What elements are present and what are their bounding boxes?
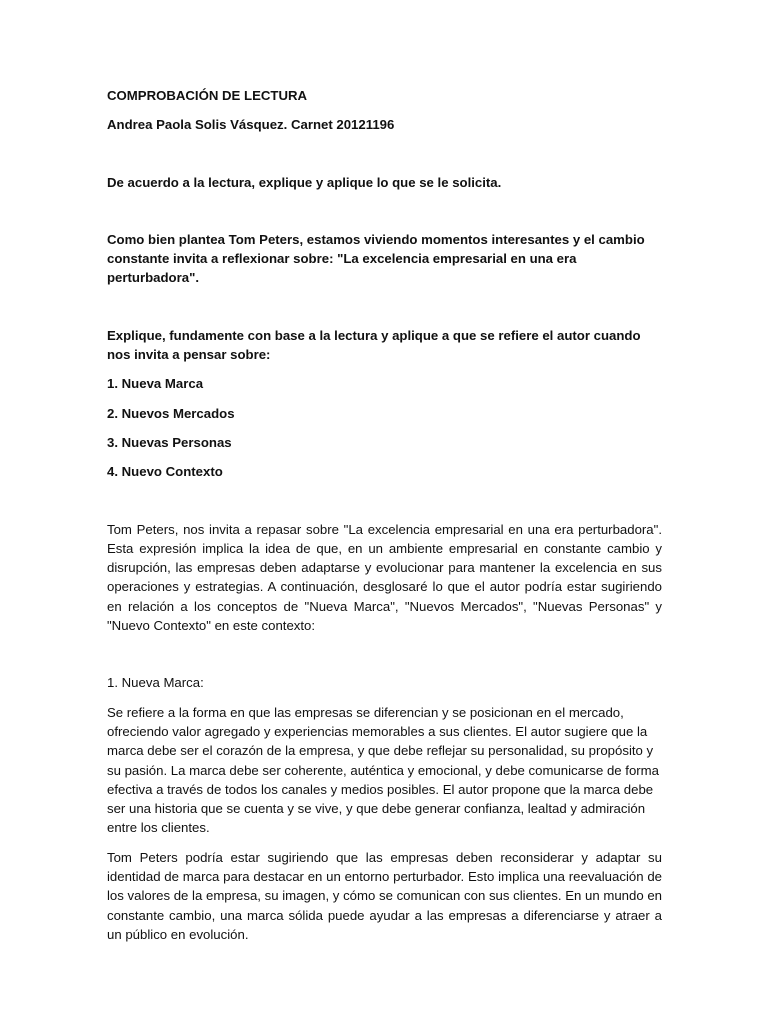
author-line: Andrea Paola Solis Vásquez. Carnet 20121196 [107, 117, 395, 133]
instructions-context: Como bien plantea Tom Peters, estamos viviendo momentos interesantes y el cambio constante invita a reflexionar sobre: "La excelencia empresarial en una era perturbadora". [107, 231, 645, 286]
section-paragraph-2: Tom Peters podría estar sugiriendo que las empresas deben reconsiderar y adaptar su identidad de marca para destacar en un entorno perturbador. Esto implica una reevaluación de los valores de la empresa, su imagen, y cómo se comunican con sus clientes. En un mundo en constante cambio, una marca sólida puede ayudar a las empresas a diferenciarse y atraer a un público en evolución. [107, 849, 662, 942]
section-heading-nueva-marca: 1. Nueva Marca: [107, 675, 204, 691]
list-item-nuevas-personas: 3. Nuevas Personas [107, 434, 232, 450]
instructions-intro: De acuerdo a la lectura, explique y aplique lo que se le solicita. [107, 174, 502, 190]
list-item-nueva-marca: 1. Nueva Marca [107, 376, 204, 392]
instructions-task: Explique, fundamente con base a la lectura y aplique a que se refiere el autor cuando nos invita a pensar sobre: [107, 327, 641, 363]
section-paragraph-1: Se refiere a la forma en que las empresas se diferencian y se posicionan en el mercado, ofreciendo valor agregado y experiencias memorables a sus clientes. El autor sugiere que la marca debe ser el corazón de la empresa, y que debe reflejar su personalidad, su propósito y su pasión. La marca debe ser coherente, auténtica y emocional, y debe comunicarse de forma efectiva a través de todos los canales y medios posibles. El autor propone que la marca debe ser una historia que se cuenta y se vive, y que debe generar confianza, lealtad y admiración entre los clientes. [107, 704, 659, 836]
list-item-nuevos-mercados: 2. Nuevos Mercados [107, 405, 235, 421]
document-title: COMPROBACIÓN DE LECTURA [107, 88, 308, 103]
document-body [107, 86, 662, 944]
list-item-nuevo-contexto: 4. Nuevo Contexto [107, 464, 223, 480]
answer-intro-paragraph: Tom Peters, nos invita a repasar sobre "La excelencia empresarial en una era perturbadora". Esta expresión implica la idea de que, en un ambiente empresarial en constante cambio y disrupción, las empresas deben adaptarse y evolucionar para mantener la excelencia en sus operaciones y estrategias. A continuación, desglosaré lo que el autor podría estar sugiriendo en relación a los conceptos de "Nueva Marca", "Nuevos Mercados", "Nuevas Personas" y "Nuevo Contexto" en este contexto: [107, 521, 662, 634]
